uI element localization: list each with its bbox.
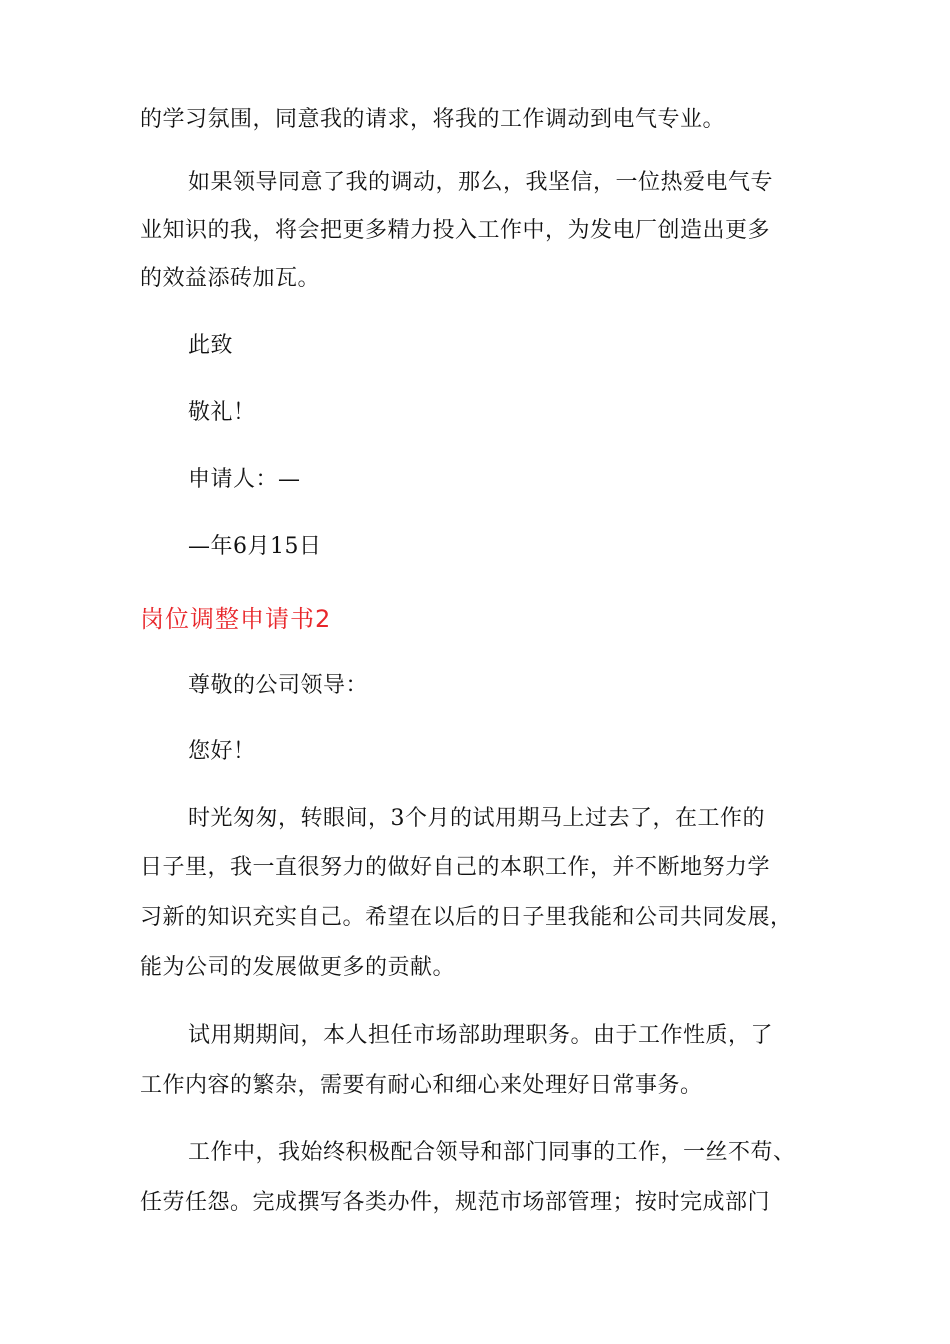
paragraph-line: 工作中，我始终积极配合领导和部门同事的工作，一丝不苟、 <box>188 1140 796 1165</box>
paragraph-line: 的效益添砖加瓦。 <box>140 266 321 291</box>
paragraph-line: 时光匆匆，转眼间，3个月的试用期马上过去了，在工作的 <box>188 806 765 831</box>
paragraph-line: 能为公司的发展做更多的贡献。 <box>140 955 456 980</box>
paragraph-line: 业知识的我，将会把更多精力投入工作中，为发电厂创造出更多 <box>140 218 771 243</box>
paragraph-line: 日子里，我一直很努力的做好自己的本职工作，并不断地努力学 <box>140 855 771 880</box>
salute-phrase: 敬礼！ <box>188 400 256 425</box>
hello-line: 您好！ <box>188 739 256 764</box>
greeting-line: 尊敬的公司领导： <box>188 673 369 698</box>
paragraph-line: 工作内容的繁杂，需要有耐心和细心来处理好日常事务。 <box>140 1073 703 1098</box>
paragraph-line: 试用期期间，本人担任市场部助理职务。由于工作性质，了 <box>188 1023 774 1048</box>
section-heading: 岗位调整申请书2 <box>140 605 332 633</box>
applicant-line: 申请人：— <box>188 467 301 492</box>
paragraph-line: 任劳任怨。完成撰写各类办件，规范市场部管理；按时完成部门 <box>140 1190 771 1215</box>
paragraph-line: 的学习氛围，同意我的请求，将我的工作调动到电气专业。 <box>140 107 726 132</box>
paragraph-line: 习新的知识充实自己。希望在以后的日子里我能和公司共同发展， <box>140 905 793 930</box>
date-line: —年6月15日 <box>188 534 322 559</box>
paragraph-line: 如果领导同意了我的调动，那么，我坚信，一位热爱电气专 <box>188 170 774 195</box>
closing-phrase: 此致 <box>188 333 234 358</box>
